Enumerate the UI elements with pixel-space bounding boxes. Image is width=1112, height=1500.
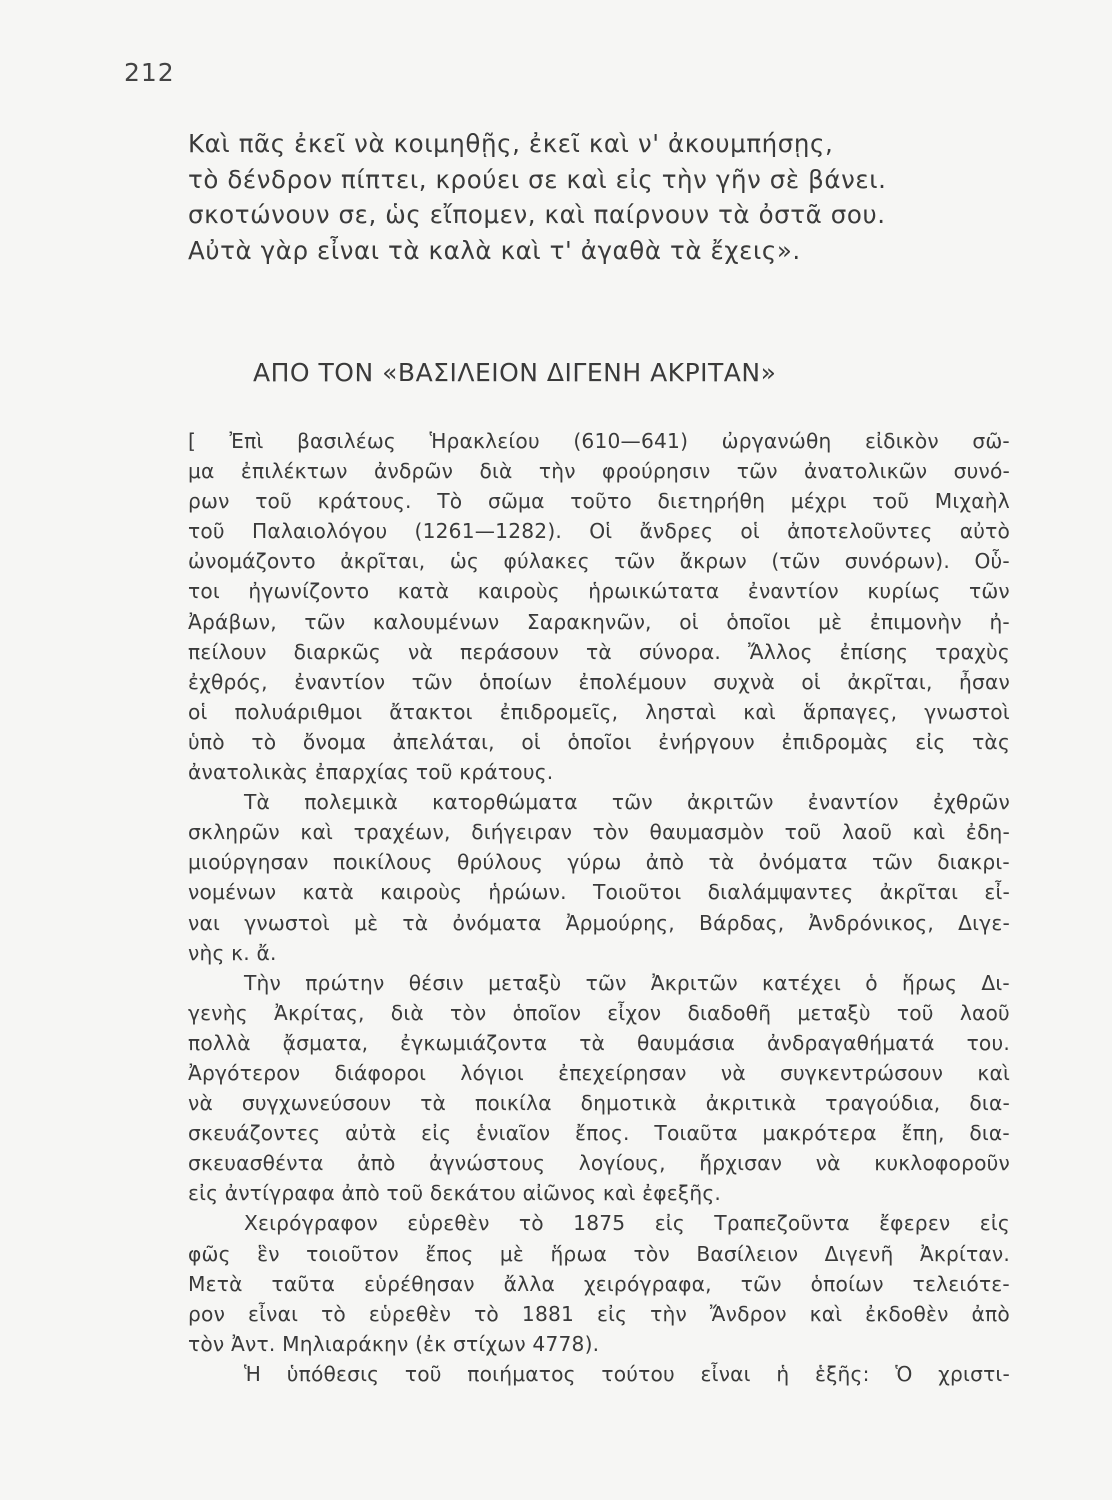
text-line: σκευασθέντα ἀπὸ ἀγνώστους λογίους, ἤρχισαν νὰ κυκλοφοροῦν (188, 1151, 1010, 1176)
text-line: νομένων κατὰ καιροὺς ἡρώων. Τοιοῦτοι διαλάμψαντες ἀκρῖται εἶ- (188, 880, 1010, 905)
text-line: ὑπὸ τὸ ὄνομα ἀπελάται, οἱ ὁποῖοι ἐνήργουν ἐπιδρομὰς εἰς τὰς (188, 729, 1010, 754)
text-line: ρον εἶναι τὸ εὑρεθὲν τὸ 1881 εἰς τὴν Ἄνδρον καὶ ἐκδοθὲν ἀπὸ (188, 1301, 1010, 1326)
verse-line: σκοτώνουν σε, ὡς εἴπομεν, καὶ παίρνουν τὰ ὀστᾶ σου. (188, 200, 886, 229)
text-line: νὰ συγχωνεύσουν τὰ ποικίλα δημοτικὰ ἀκριτικὰ τραγούδια, δια- (188, 1091, 1010, 1116)
text-line: [ Ἐπὶ βασιλέως Ἡρακλείου (610—641) ὠργανώθη εἰδικὸν σῶ- (188, 429, 1010, 453)
body-text (188, 426, 1010, 1389)
verse-line: τὸ δένδρον πίπτει, κρούει σε καὶ εἰς τὴν γῆν σὲ βάνει. (188, 164, 887, 194)
text-line: σκληρῶν καὶ τραχέων, διήγειραν τὸν θαυμασμὸν τοῦ λαοῦ καὶ ἐδη- (188, 820, 1010, 845)
text-line: μα ἐπιλέκτων ἀνδρῶν διὰ τὴν φρούρησιν τῶν ἀνατολικῶν συνό- (188, 459, 1010, 484)
text-line: σκευάζοντες αὐτὰ εἰς ἑνιαῖον ἔπος. Τοιαῦτα μακρότερα ἔπη, δια- (188, 1121, 1010, 1146)
verse-line: Αὐτὰ γὰρ εἶναι τὰ καλὰ καὶ τ' ἀγαθὰ τὰ ἔχεις». (188, 235, 801, 265)
text-line: Ἀργότερον διάφοροι λόγιοι ἐπεχείρησαν νὰ συγκεντρώσουν καὶ (188, 1060, 1010, 1085)
text-line: Ἀράβων, τῶν καλουμένων Σαρακηνῶν, οἱ ὁποῖοι μὲ ἐπιμονὴν ἠ- (188, 609, 1010, 634)
text-line: τὸν Ἀντ. Μηλιαράκην (ἐκ στίχων 4778). (188, 1331, 600, 1356)
text-line: ὠνομάζοντο ἀκρῖται, ὡς φύλακες τῶν ἄκρων (τῶν συνόρων). Οὗ- (188, 549, 1010, 574)
text-line: Τὴν πρώτην θέσιν μεταξὺ τῶν Ἀκριτῶν κατέχει ὁ ἥρως Δι- (244, 970, 1010, 995)
page-number: 212 (124, 58, 175, 87)
text-line: οἱ πολυάριθμοι ἄτακτοι ἐπιδρομεῖς, λησταὶ καὶ ἅρπαγες, γνωστοὶ (188, 699, 1010, 724)
text-line: Τὰ πολεμικὰ κατορθώματα τῶν ἀκριτῶν ἐναντίον ἐχθρῶν (244, 790, 1010, 815)
text-line: ἀνατολικὰς ἐπαρχίας τοῦ κράτους. (188, 760, 554, 785)
text-line: τοῦ Παλαιολόγου (1261—1282). Οἱ ἄνδρες οἱ ἀποτελοῦντες αὐτὸ (188, 519, 1010, 544)
text-line: Ἡ ὑπόθεσις τοῦ ποιήματος τούτου εἶναι ἡ ἑξῆς: Ὁ χριστι- (244, 1361, 1010, 1386)
verse-line: Καὶ πᾶς ἐκεῖ νὰ κοιμηθῇς, ἐκεῖ καὶ ν' ἀκουμπήσῃς, (188, 129, 834, 158)
text-line: Χειρόγραφον εὑρεθὲν τὸ 1875 εἰς Τραπεζοῦντα ἔφερεν εἰς (244, 1211, 1010, 1236)
text-line: Μετὰ ταῦτα εὑρέθησαν ἄλλα χειρόγραφα, τῶν ὁποίων τελειότε- (188, 1271, 1010, 1296)
text-line: νὴς κ. ἄ. (188, 940, 277, 965)
text-line: εἰς ἀντίγραφα ἀπὸ τοῦ δεκάτου αἰῶνος καὶ ἐφεξῆς. (188, 1181, 722, 1206)
section-heading: ΑΠΟ ΤΟΝ «ΒΑΣΙΛΕΙΟΝ ΔΙΓΕΝΗ ΑΚΡΙΤΑΝ» (253, 358, 777, 387)
text-line: φῶς ἓν τοιοῦτον ἔπος μὲ ἥρωα τὸν Βασίλειον Διγενῆ Ἀκρίταν. (188, 1241, 1010, 1266)
text-line: τοι ἠγωνίζοντο κατὰ καιροὺς ἡρωικώτατα ἐναντίον κυρίως τῶν (188, 579, 1010, 604)
text-line: μιούργησαν ποικίλους θρύλους γύρω ἀπὸ τὰ ὀνόματα τῶν διακρι- (188, 850, 1010, 875)
text-line: ναι γνωστοὶ μὲ τὰ ὀνόματα Ἀρμούρης, Βάρδας, Ἀνδρόνικος, Διγε- (188, 910, 1010, 935)
text-line: ρων τοῦ κράτους. Τὸ σῶμα τοῦτο διετηρήθη μέχρι τοῦ Μιχαὴλ (188, 489, 1010, 514)
text-line: πείλουν διαρκῶς νὰ περάσουν τὰ σύνορα. Ἄλλος ἐπίσης τραχὺς (188, 639, 1010, 664)
text-line: ἐχθρός, ἐναντίον τῶν ὁποίων ἐπολέμουν συχνὰ οἱ ἀκρῖται, ἦσαν (188, 669, 1010, 694)
text-line: πολλὰ ᾄσματα, ἐγκωμιάζοντα τὰ θαυμάσια ἀνδραγαθήματά του. (188, 1030, 1010, 1055)
verse-block (188, 126, 948, 268)
text-line: γενὴς Ἀκρίτας, διὰ τὸν ὁποῖον εἶχον διαδοθῆ μεταξὺ τοῦ λαοῦ (188, 1000, 1010, 1025)
